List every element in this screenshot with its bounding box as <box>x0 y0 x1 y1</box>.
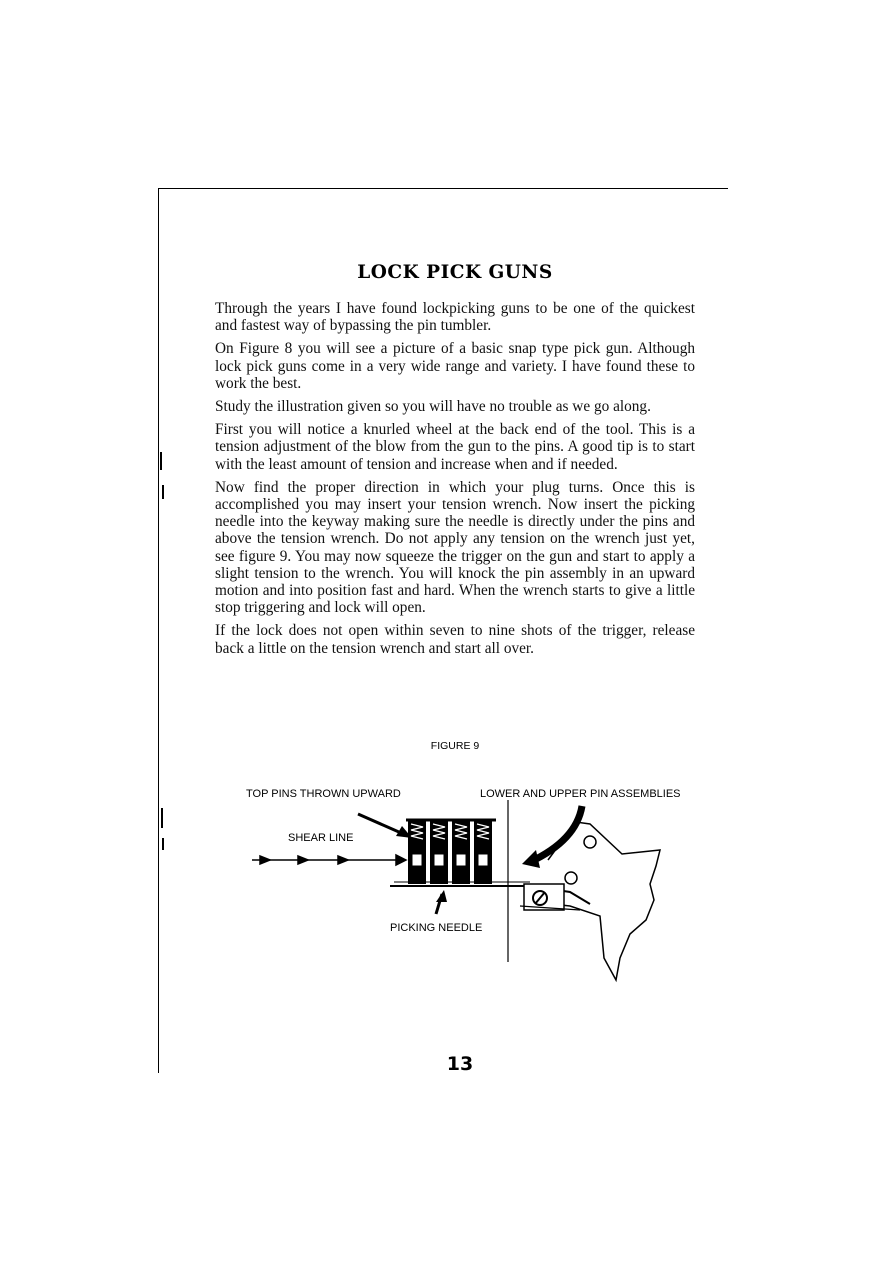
pick-gun-body <box>548 822 660 980</box>
curved-motion-arrow <box>530 806 582 862</box>
shear-line-arrows <box>252 855 406 865</box>
label-shear-line: SHEAR LINE <box>288 832 354 844</box>
paragraph: First you will notice a knurled wheel at the back end of the tool. This is a tension adjustment of the blow from the gun to the pins. A good tip is to start with the least amount of tension and increase when and if needed. <box>215 421 695 473</box>
scan-artifact-mark <box>160 452 162 470</box>
body-text <box>215 300 695 663</box>
paragraph: On Figure 8 you will see a picture of a basic snap type pick gun. Although lock pick guns come in a very wide range and variety. I have found these to work the best. <box>215 340 695 392</box>
gun-pivot-hole <box>565 872 577 884</box>
label-top-pins: TOP PINS THROWN UPWARD <box>246 788 401 800</box>
page-title: LOCK PICK GUNS <box>357 262 553 283</box>
page-frame-left-rule <box>158 188 159 1073</box>
scan-artifact-mark <box>161 808 163 828</box>
pin-stacks <box>406 820 496 884</box>
page-number: 13 <box>446 1053 474 1075</box>
label-pin-assemblies: LOWER AND UPPER PIN ASSEMBLIES <box>480 788 681 800</box>
paragraph: Now find the proper direction in which your plug turns. Once this is accomplished you may insert your tension wrench. Now insert the picking needle into the keyway making sure the needle is directly under the pins and above the tension wrench. Do not apply any tension on the wrench just yet, see figure 9. You may now squeeze the trigger on the gun and start to apply a slight tension to the wrench. You will knock the pin assembly in an upward motion and into position fast and hard. When the wrench starts to give a little stop triggering and lock will open. <box>215 478 695 617</box>
paragraph: Study the illustration given so you will have no trouble as we go along. <box>215 398 651 416</box>
scan-artifact-mark <box>162 485 164 499</box>
pick-gun-illustration <box>230 780 710 990</box>
page-frame-top-rule <box>158 188 728 189</box>
paragraph: Through the years I have found lockpicking guns to be one of the quickest and fastest way of bypassing the pin tumbler. <box>215 300 695 335</box>
paragraph: If the lock does not open within seven to nine shots of the trigger, release back a little on the tension wrench and start all over. <box>215 622 695 657</box>
label-picking-needle: PICKING NEEDLE <box>390 922 483 934</box>
gun-pivot-hole <box>584 836 596 848</box>
scan-artifact-mark <box>162 838 164 850</box>
figure-caption: FIGURE 9 <box>430 740 480 752</box>
lock-pick-diagram <box>230 780 710 990</box>
